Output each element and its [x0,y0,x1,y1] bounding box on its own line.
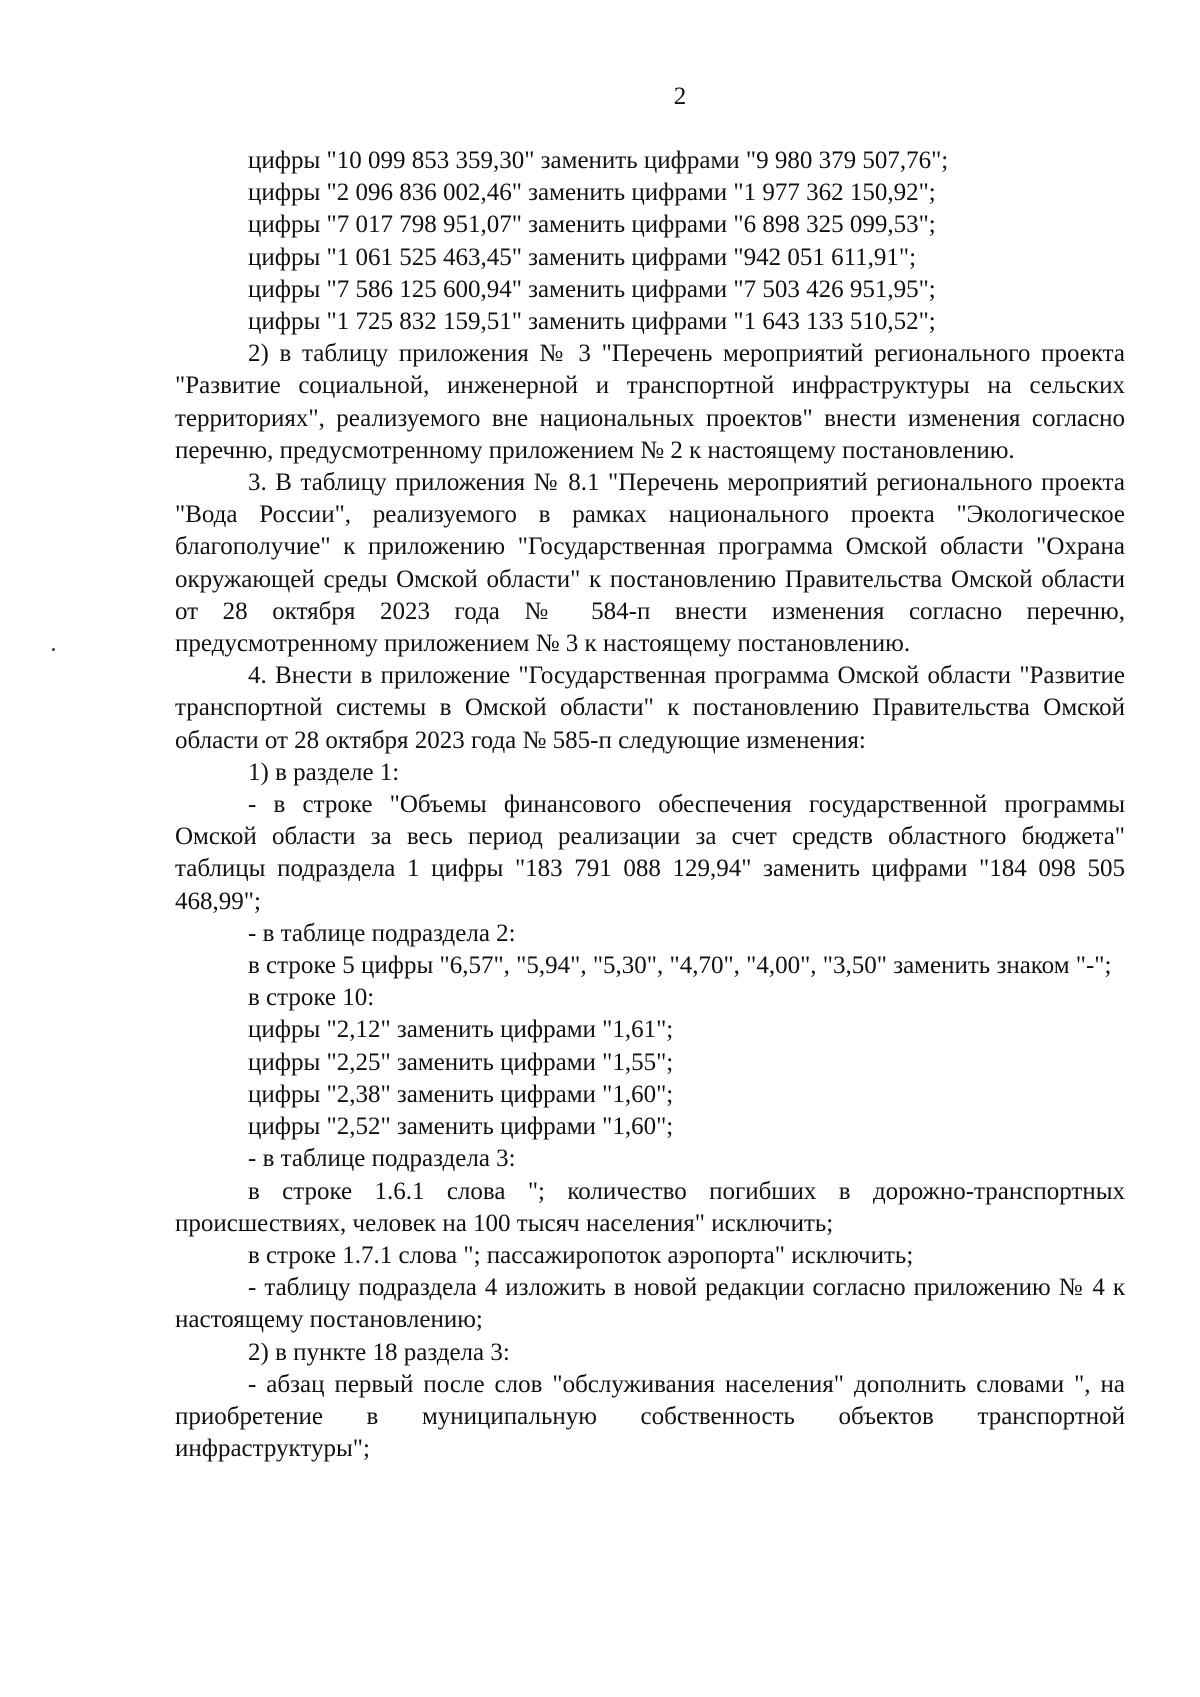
paragraph: цифры "7 017 798 951,07" заменить цифрами "6 898 325 099,53"; [248,211,936,239]
document-body [175,145,1125,1465]
page-number: 2 [673,83,687,110]
paragraph: - абзац первый после слов "обслуживания населения" дополнить словами ", на приобретение в муниципальную собственность объектов транспортной инфраструктуры"; [175,1370,1125,1463]
paragraph: - таблицу подраздела 4 изложить в новой редакции согласно приложению № 4 к настоящему постановлению; [175,1274,1125,1334]
paragraph: 2) в пункте 18 раздела 3: [248,1338,510,1366]
paragraph: - в строке "Объемы финансового обеспечения государственной программы Омской области за весь период реализации за счет средств областного бюджета" таблицы подраздела 1 цифры "183 791 088 129,94" заменить цифрами "184 098 505 468,99"; [175,791,1125,915]
paragraph: в строке 5 цифры "6,57", "5,94", "5,30", "4,70", "4,00", "3,50" заменить знаком "-"; [248,952,1112,980]
paragraph: цифры "2,52" заменить цифрами "1,60"; [248,1113,674,1141]
paragraph: цифры "10 099 853 359,30" заменить цифрами "9 980 379 507,76"; [248,147,949,174]
paragraph: 2) в таблицу приложения № 3 "Перечень мероприятий регионального проекта "Развитие социальной, инженерной и транспортной инфраструктуры на сельских территориях", реализуемого вне национальных проектов" внести изменения согласно перечню, предусмотренному приложением № 2 к настоящему постановлению. [175,340,1125,464]
paragraph: цифры "1 725 832 159,51" заменить цифрами "1 643 133 510,52"; [248,308,936,336]
paragraph: в строке 1.6.1 слова "; количество погибших в дорожно-транспортных происшествиях, человек на 100 тысяч населения" исключить; [175,1177,1125,1237]
paragraph: 1) в разделе 1: [248,758,400,786]
paragraph: цифры "2,38" заменить цифрами "1,60"; [248,1080,674,1108]
paragraph: цифры "2,25" заменить цифрами "1,55"; [248,1048,674,1076]
paragraph: - в таблице подраздела 2: [248,919,516,947]
paragraph: в строке 1.7.1 слова "; пассажиропоток аэропорта" исключить; [248,1241,914,1269]
paragraph: цифры "2 096 836 002,46" заменить цифрами "1 977 362 150,92"; [248,179,936,207]
paragraph: цифры "2,12" заменить цифрами "1,61"; [248,1016,674,1044]
paragraph: в строке 10: [248,984,375,1012]
scan-speck [52,648,55,651]
paragraph: 4. Внести в приложение "Государственная программа Омской области "Развитие транспортной системы в Омской области" к постановлению Правительства Омской области от 28 октября 2023 года № 585-п следующие изменения: [175,662,1125,754]
paragraph: цифры "1 061 525 463,45" заменить цифрами "942 051 611,91"; [248,243,917,271]
paragraph: - в таблице подраздела 3: [248,1145,516,1173]
paragraph: цифры "7 586 125 600,94" заменить цифрами "7 503 426 951,95"; [248,275,936,303]
paragraph: 3. В таблицу приложения № 8.1 "Перечень мероприятий регионального проекта "Вода России", реализуемого в рамках национального проекта "Экологическое благополучие" к приложению "Государственная программа Омской области "Охрана окружающей среды Омской области" к постановлению Правительства Омской области от 28 октября 2023 года № 584-п внести изменения согласно перечню, предусмотренному приложением № 3 к настоящему постановлению. [175,469,1125,658]
